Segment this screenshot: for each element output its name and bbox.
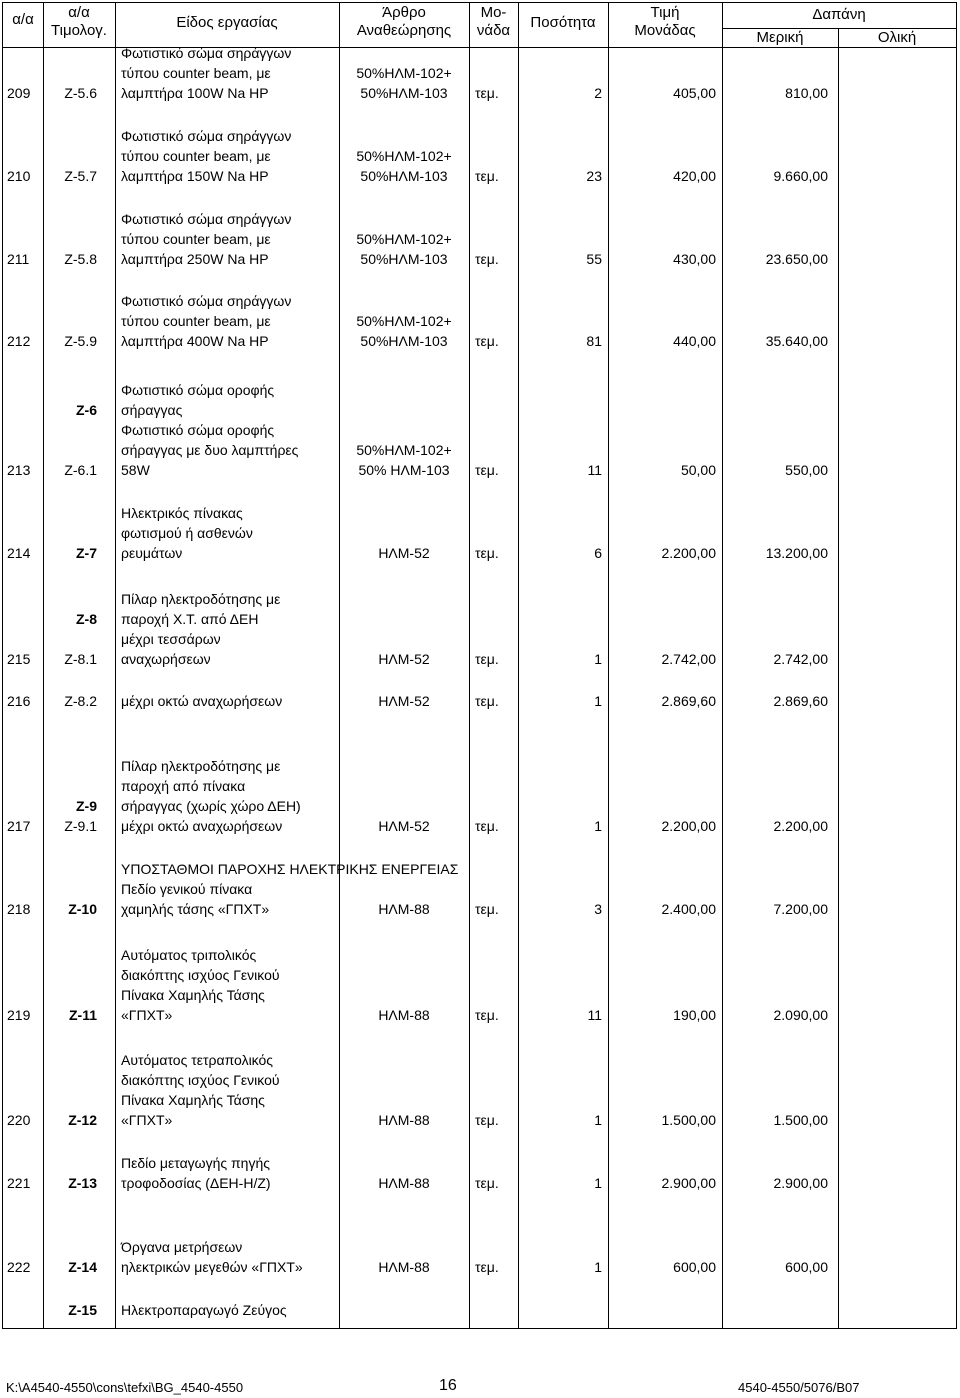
- header-timi-1: Τιμή: [650, 4, 680, 21]
- row-aa: 222: [7, 1259, 31, 1275]
- row-arthro: ΗΛΜ-52: [378, 651, 430, 667]
- row-aa: 221: [7, 1175, 31, 1191]
- section-title: ΥΠΟΣΤΑΘΜΟΙ ΠΑΡΟΧΗΣ ΗΛΕΚΤΡΙΚΗΣ ΕΝΕΡΓΕΙΑΣ: [121, 861, 459, 877]
- header-arthro-2: Αναθεώρησης: [356, 22, 452, 39]
- row-desc-line: ηλεκτρικών μεγεθών «ΓΠΧΤ»: [121, 1259, 303, 1275]
- row-unit: τεμ.: [475, 1007, 499, 1023]
- col-divider: [469, 3, 470, 1328]
- row-meriki: 2.869,60: [773, 693, 828, 709]
- row-arthro: 50%ΗΛΜ-103: [360, 168, 448, 184]
- header-oliki: Ολική: [877, 29, 917, 46]
- row-desc-line: «ΓΠΧΤ»: [121, 1112, 173, 1128]
- row-desc-line: τύπου counter beam, με: [121, 231, 271, 247]
- row-desc-line: αναχωρήσεων: [121, 651, 211, 667]
- row-desc-line: διακόπτης ισχύος Γενικού: [121, 1072, 280, 1088]
- footer-path: K:\A4540-4550\cons\tefxi\BG_4540-4550: [6, 1380, 244, 1395]
- row-qty: 1: [594, 818, 602, 834]
- row-desc-line: φωτισμού ή ασθενών: [121, 525, 253, 541]
- row-qty: 1: [594, 1112, 602, 1128]
- row-arthro: ΗΛΜ-88: [378, 1007, 430, 1023]
- row-arthro: ΗΛΜ-88: [378, 1112, 430, 1128]
- row-meriki: 35.640,00: [765, 333, 828, 349]
- group-desc-line: σήραγγας: [121, 402, 183, 418]
- row-qty: 1: [594, 651, 602, 667]
- row-code: Ζ-14: [68, 1259, 97, 1275]
- row-price: 2.200,00: [661, 545, 716, 561]
- row-meriki: 1.500,00: [773, 1112, 828, 1128]
- row-unit: τεμ.: [475, 818, 499, 834]
- row-arthro: 50%ΗΛΜ-103: [360, 85, 448, 101]
- row-price: 420,00: [673, 168, 716, 184]
- row-qty: 1: [594, 1259, 602, 1275]
- row-desc-line: «ΓΠΧΤ»: [121, 1007, 173, 1023]
- row-price: 2.200,00: [661, 818, 716, 834]
- header-meriki: Μερική: [756, 29, 804, 46]
- row-unit: τεμ.: [475, 545, 499, 561]
- row-price: 190,00: [673, 1007, 716, 1023]
- header-monada-1: Μο-: [480, 4, 507, 21]
- row-desc-line: Ηλεκτρικός πίνακας: [121, 505, 243, 521]
- group-code: Ζ-8: [76, 611, 97, 627]
- row-unit: τεμ.: [475, 1112, 499, 1128]
- row-desc-line: Φωτιστικό σώμα σηράγγων: [121, 293, 292, 309]
- row-code: Ζ-9.1: [64, 818, 97, 834]
- row-code: Ζ-5.8: [64, 251, 97, 267]
- row-meriki: 2.900,00: [773, 1175, 828, 1191]
- group-code: Ζ-9: [76, 798, 97, 814]
- header-arthro-1: Άρθρο: [382, 4, 426, 21]
- row-qty: 2: [594, 85, 602, 101]
- row-meriki: 2.090,00: [773, 1007, 828, 1023]
- row-desc-line: Όργανα μετρήσεων: [121, 1239, 243, 1255]
- row-code: Ζ-11: [68, 1007, 97, 1023]
- row-meriki: 550,00: [785, 462, 828, 478]
- row-desc-line: Αυτόματος τετραπολικός: [121, 1052, 274, 1068]
- group-desc-line: Ηλεκτροπαραγωγό Ζεύγος: [121, 1302, 287, 1318]
- header-aa: α/α: [12, 11, 34, 28]
- row-code: Ζ-7: [76, 545, 97, 561]
- row-desc-line: τύπου counter beam, με: [121, 313, 271, 329]
- row-code: Ζ-13: [68, 1175, 97, 1191]
- row-arthro: 50%ΗΛΜ-102+: [356, 148, 452, 164]
- row-aa: 210: [7, 168, 31, 184]
- header-timi-2: Μονάδας: [634, 22, 696, 39]
- row-arthro: 50%ΗΛΜ-102+: [356, 65, 452, 81]
- row-desc-line: Αυτόματος τριπολικός: [121, 947, 257, 963]
- row-qty: 23: [586, 168, 602, 184]
- row-desc-line: τύπου counter beam, με: [121, 65, 271, 81]
- row-aa: 219: [7, 1007, 31, 1023]
- row-aa: 215: [7, 651, 31, 667]
- row-aa: 220: [7, 1112, 31, 1128]
- row-aa: 209: [7, 85, 31, 101]
- header-aa-timol-2: Τιμολογ.: [51, 22, 107, 39]
- row-unit: τεμ.: [475, 251, 499, 267]
- row-arthro: ΗΛΜ-52: [378, 545, 430, 561]
- row-desc-line: Φωτιστικό σώμα οροφής: [121, 422, 275, 438]
- group-code: Ζ-15: [68, 1302, 97, 1318]
- row-meriki: 23.650,00: [765, 251, 828, 267]
- row-qty: 6: [594, 545, 602, 561]
- row-unit: τεμ.: [475, 1175, 499, 1191]
- group-desc-line: σήραγγας (χωρίς χώρο ΔΕΗ): [121, 798, 301, 814]
- row-arthro: ΗΛΜ-88: [378, 1175, 430, 1191]
- row-unit: τεμ.: [475, 651, 499, 667]
- row-desc-line: μέχρι τεσσάρων: [121, 631, 221, 647]
- row-aa: 218: [7, 901, 31, 917]
- row-desc-line: λαμπτήρα 250W Na HP: [121, 251, 269, 267]
- row-qty: 81: [586, 333, 602, 349]
- row-desc-line: Πίνακα Χαμηλής Τάσης: [121, 1092, 265, 1108]
- row-desc-line: τύπου counter beam, με: [121, 148, 271, 164]
- row-arthro: ΗΛΜ-52: [378, 818, 430, 834]
- group-desc-line: Πίλαρ ηλεκτροδότησης με: [121, 758, 281, 774]
- row-aa: 213: [7, 462, 31, 478]
- row-desc-line: μέχρι οκτώ αναχωρήσεων: [121, 693, 283, 709]
- row-meriki: 7.200,00: [773, 901, 828, 917]
- header-eidos: Είδος εργασίας: [176, 14, 278, 31]
- row-code: Ζ-6.1: [64, 462, 97, 478]
- row-desc-line: Πίνακα Χαμηλής Τάσης: [121, 987, 265, 1003]
- row-price: 430,00: [673, 251, 716, 267]
- row-arthro: 50%ΗΛΜ-102+: [356, 313, 452, 329]
- row-qty: 1: [594, 1175, 602, 1191]
- row-aa: 214: [7, 545, 31, 561]
- row-desc-line: μέχρι οκτώ αναχωρήσεων: [121, 818, 283, 834]
- row-price: 440,00: [673, 333, 716, 349]
- row-desc-line: Φωτιστικό σώμα σηράγγων: [121, 45, 292, 61]
- row-price: 2.900,00: [661, 1175, 716, 1191]
- row-arthro: 50%ΗΛΜ-102+: [356, 231, 452, 247]
- row-meriki: 600,00: [785, 1259, 828, 1275]
- row-arthro: ΗΛΜ-88: [378, 901, 430, 917]
- row-arthro: 50%ΗΛΜ-103: [360, 333, 448, 349]
- row-arthro: 50% ΗΛΜ-103: [358, 462, 450, 478]
- header-dapani: Δαπάνη: [812, 6, 866, 23]
- row-aa: 217: [7, 818, 31, 834]
- row-desc-line: λαμπτήρα 150W Na HP: [121, 168, 269, 184]
- group-code: Ζ-6: [76, 402, 97, 418]
- col-divider: [838, 29, 839, 1328]
- row-meriki: 2.200,00: [773, 818, 828, 834]
- row-unit: τεμ.: [475, 1259, 499, 1275]
- row-price: 405,00: [673, 85, 716, 101]
- row-arthro: 50%ΗΛΜ-103: [360, 251, 448, 267]
- row-code: Ζ-5.9: [64, 333, 97, 349]
- row-arthro: ΗΛΜ-88: [378, 1259, 430, 1275]
- header-posotita: Ποσότητα: [530, 14, 596, 31]
- row-meriki: 9.660,00: [773, 168, 828, 184]
- row-desc-line: λαμπτήρα 400W Na HP: [121, 333, 269, 349]
- row-desc-line: Πεδίο μεταγωγής πηγής: [121, 1155, 270, 1171]
- row-price: 2.869,60: [661, 693, 716, 709]
- row-meriki: 810,00: [785, 85, 828, 101]
- row-desc-line: ρευμάτων: [121, 545, 183, 561]
- row-unit: τεμ.: [475, 85, 499, 101]
- row-price: 50,00: [680, 462, 716, 478]
- row-price: 2.400,00: [661, 901, 716, 917]
- price-table: [2, 2, 957, 1329]
- row-aa: 216: [7, 693, 31, 709]
- header-aa-timol-1: α/α: [68, 4, 90, 21]
- footer-page-number: 16: [439, 1377, 457, 1394]
- row-meriki: 13.200,00: [765, 545, 828, 561]
- row-price: 1.500,00: [661, 1112, 716, 1128]
- row-qty: 11: [587, 462, 602, 478]
- group-desc-line: παροχή Χ.Τ. από ΔΕΗ: [121, 611, 259, 627]
- row-desc-line: Φωτιστικό σώμα σηράγγων: [121, 211, 292, 227]
- row-desc-line: Φωτιστικό σώμα σηράγγων: [121, 128, 292, 144]
- row-code: Ζ-5.7: [64, 168, 97, 184]
- row-aa: 211: [7, 251, 30, 267]
- row-price: 2.742,00: [661, 651, 716, 667]
- row-unit: τεμ.: [475, 462, 499, 478]
- footer-reference: 4540-4550/5076/B07: [738, 1380, 860, 1395]
- row-desc-line: 58W: [121, 462, 150, 478]
- row-unit: τεμ.: [475, 168, 499, 184]
- row-qty: 11: [587, 1007, 602, 1023]
- row-desc-line: λαμπτήρα 100W Na HP: [121, 85, 269, 101]
- row-qty: 1: [594, 693, 602, 709]
- group-desc-line: παροχή από πίνακα: [121, 778, 246, 794]
- row-arthro: ΗΛΜ-52: [378, 693, 430, 709]
- row-aa: 212: [7, 333, 31, 349]
- row-desc-line: τροφοδοσίας (ΔΕΗ-Η/Ζ): [121, 1175, 271, 1191]
- col-divider: [115, 3, 116, 1328]
- row-desc-line: χαμηλής τάσης «ΓΠΧΤ»: [121, 901, 270, 917]
- row-desc-line: διακόπτης ισχύος Γενικού: [121, 967, 280, 983]
- row-code: Ζ-8.2: [64, 693, 97, 709]
- row-unit: τεμ.: [475, 333, 499, 349]
- row-unit: τεμ.: [475, 693, 499, 709]
- row-code: Ζ-10: [68, 901, 97, 917]
- row-qty: 3: [594, 901, 602, 917]
- row-meriki: 2.742,00: [773, 651, 828, 667]
- row-code: Ζ-8.1: [64, 651, 97, 667]
- row-price: 600,00: [673, 1259, 716, 1275]
- row-desc-line: Πεδίο γενικού πίνακα: [121, 881, 253, 897]
- row-qty: 55: [586, 251, 602, 267]
- group-desc-line: Φωτιστικό σώμα οροφής: [121, 382, 275, 398]
- row-arthro: 50%ΗΛΜ-102+: [356, 442, 452, 458]
- row-desc-line: σήραγγας με δυο λαμπτήρες: [121, 442, 299, 458]
- row-code: Ζ-5.6: [64, 85, 97, 101]
- row-unit: τεμ.: [475, 901, 499, 917]
- group-desc-line: Πίλαρ ηλεκτροδότησης με: [121, 591, 281, 607]
- header-monada-2: νάδα: [476, 22, 511, 39]
- row-code: Ζ-12: [68, 1112, 97, 1128]
